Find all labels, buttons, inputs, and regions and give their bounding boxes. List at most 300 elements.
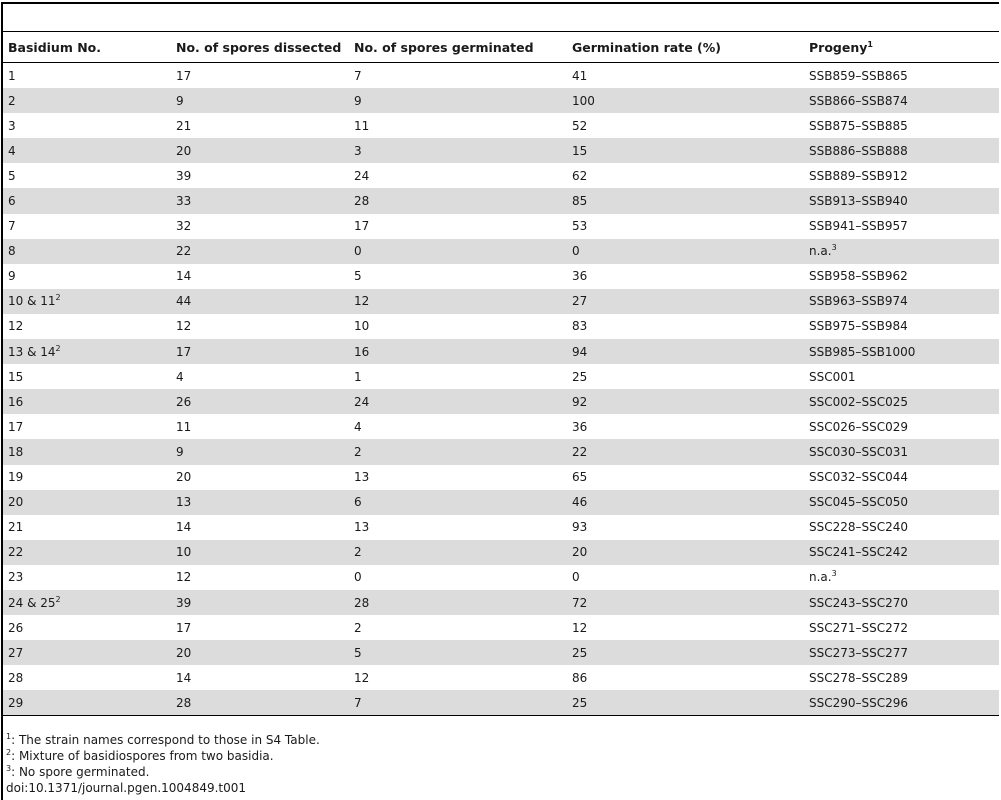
table-row xyxy=(3,264,999,289)
cell-progeny xyxy=(804,540,999,565)
cell-spores-dissected xyxy=(171,439,349,464)
cell-spores-dissected-value: 39 xyxy=(176,595,192,610)
cell-spores-germinated xyxy=(349,188,567,213)
cell-spores-dissected xyxy=(171,63,349,89)
footnote-2 xyxy=(6,748,996,764)
header-spores-germinated xyxy=(349,32,567,63)
header-progeny xyxy=(804,32,999,63)
cell-spores-germinated-value: 2 xyxy=(354,545,362,560)
cell-germination-rate xyxy=(567,314,804,339)
cell-germination-rate xyxy=(567,138,804,163)
cell-spores-germinated xyxy=(349,640,567,665)
cell-progeny xyxy=(804,565,999,590)
cell-basidium-no-value: 7 xyxy=(8,219,16,234)
header-spores-dissected xyxy=(171,32,349,63)
cell-progeny-value: n.a. xyxy=(809,244,832,259)
caption-area xyxy=(3,4,999,31)
cell-basidium-no-value: 6 xyxy=(8,194,16,209)
cell-germination-rate xyxy=(567,214,804,239)
cell-spores-dissected xyxy=(171,565,349,590)
cell-spores-dissected xyxy=(171,389,349,414)
cell-germination-rate xyxy=(567,389,804,414)
cell-spores-germinated-value: 6 xyxy=(354,495,362,510)
cell-basidium-no-value: 15 xyxy=(8,369,24,384)
cell-spores-dissected-value: 12 xyxy=(176,319,192,334)
cell-basidium-no xyxy=(3,364,171,389)
cell-basidium-no-value: 2 xyxy=(8,93,16,108)
cell-spores-dissected xyxy=(171,138,349,163)
cell-spores-germinated xyxy=(349,364,567,389)
cell-spores-dissected-value: 22 xyxy=(176,244,192,259)
footnote-text: : No spore germinated. xyxy=(11,765,150,779)
cell-germination-rate-value: 53 xyxy=(572,219,588,234)
cell-spores-germinated-value: 28 xyxy=(354,595,370,610)
table-row xyxy=(3,339,999,364)
cell-progeny xyxy=(804,590,999,615)
table-row xyxy=(3,665,999,690)
cell-spores-germinated xyxy=(349,439,567,464)
cell-progeny-value: SSB889–SSB912 xyxy=(809,168,908,183)
table-row xyxy=(3,138,999,163)
cell-germination-rate xyxy=(567,439,804,464)
table-header-row xyxy=(3,32,999,63)
table-row xyxy=(3,490,999,515)
cell-spores-dissected xyxy=(171,490,349,515)
cell-spores-dissected xyxy=(171,665,349,690)
cell-spores-dissected-value: 14 xyxy=(176,269,192,284)
table-row xyxy=(3,590,999,615)
table-row xyxy=(3,289,999,314)
cell-spores-dissected-value: 28 xyxy=(176,695,192,710)
cell-spores-dissected-value: 9 xyxy=(176,93,184,108)
cell-spores-germinated-value: 24 xyxy=(354,168,370,183)
header-basidium-no-label: Basidium No. xyxy=(8,39,101,55)
cell-spores-dissected xyxy=(171,640,349,665)
cell-spores-dissected-value: 44 xyxy=(176,294,192,309)
cell-spores-germinated xyxy=(349,414,567,439)
cell-germination-rate xyxy=(567,339,804,364)
footnote-marker: 2 xyxy=(55,594,61,604)
cell-germination-rate xyxy=(567,590,804,615)
footnote-marker: 3 xyxy=(831,243,837,253)
cell-germination-rate-value: 27 xyxy=(572,294,588,309)
cell-spores-dissected-value: 11 xyxy=(176,419,192,434)
cell-spores-germinated-value: 10 xyxy=(354,319,370,334)
cell-germination-rate-value: 65 xyxy=(572,470,588,485)
cell-spores-germinated-value: 0 xyxy=(354,244,362,259)
cell-spores-germinated xyxy=(349,565,567,590)
cell-progeny xyxy=(804,63,999,89)
cell-basidium-no xyxy=(3,615,171,640)
footnote-marker: 2 xyxy=(55,293,61,303)
cell-spores-germinated-value: 13 xyxy=(354,520,370,535)
cell-progeny xyxy=(804,188,999,213)
cell-basidium-no-value: 17 xyxy=(8,419,24,434)
table-row xyxy=(3,640,999,665)
cell-basidium-no-value: 23 xyxy=(8,570,24,585)
cell-spores-dissected xyxy=(171,314,349,339)
cell-basidium-no xyxy=(3,339,171,364)
cell-spores-germinated xyxy=(349,389,567,414)
cell-progeny-value: SSB875–SSB885 xyxy=(809,118,908,133)
cell-spores-germinated-value: 1 xyxy=(354,369,362,384)
cell-spores-dissected-value: 32 xyxy=(176,219,192,234)
cell-basidium-no xyxy=(3,690,171,716)
cell-progeny-value: SSC278–SSC289 xyxy=(809,670,909,685)
spore-germination-table xyxy=(3,32,999,716)
cell-spores-dissected xyxy=(171,590,349,615)
cell-progeny xyxy=(804,138,999,163)
cell-germination-rate-value: 46 xyxy=(572,495,588,510)
cell-spores-germinated xyxy=(349,339,567,364)
cell-basidium-no xyxy=(3,640,171,665)
cell-progeny-value: SSB859–SSB865 xyxy=(809,68,908,83)
cell-germination-rate-value: 72 xyxy=(572,595,588,610)
table-notes xyxy=(6,732,996,796)
cell-basidium-no-value: 10 & 11 xyxy=(8,294,56,309)
cell-spores-dissected-value: 13 xyxy=(176,495,192,510)
table-row xyxy=(3,389,999,414)
table-body xyxy=(3,63,999,716)
cell-spores-germinated xyxy=(349,615,567,640)
cell-spores-germinated xyxy=(349,690,567,716)
cell-germination-rate-value: 52 xyxy=(572,118,588,133)
header-progeny-label: Progeny xyxy=(809,39,868,55)
cell-spores-germinated xyxy=(349,314,567,339)
cell-spores-dissected-value: 14 xyxy=(176,670,192,685)
cell-spores-germinated xyxy=(349,138,567,163)
cell-spores-germinated xyxy=(349,465,567,490)
cell-progeny xyxy=(804,640,999,665)
cell-progeny-value: SSB985–SSB1000 xyxy=(809,344,916,359)
cell-spores-germinated xyxy=(349,289,567,314)
cell-progeny-value: SSC228–SSC240 xyxy=(809,520,909,535)
cell-spores-dissected xyxy=(171,239,349,264)
footnote-1 xyxy=(6,732,996,748)
cell-basidium-no-value: 5 xyxy=(8,168,16,183)
footnote-marker: 3 xyxy=(831,569,837,579)
cell-spores-dissected-value: 17 xyxy=(176,620,192,635)
header-spores-germinated-label: No. of spores germinated xyxy=(354,39,534,55)
cell-spores-germinated-value: 5 xyxy=(354,645,362,660)
cell-germination-rate xyxy=(567,188,804,213)
cell-progeny-value: SSC273–SSC277 xyxy=(809,645,909,660)
cell-basidium-no xyxy=(3,465,171,490)
cell-basidium-no xyxy=(3,565,171,590)
cell-germination-rate-value: 92 xyxy=(572,394,588,409)
footnote-text: : Mixture of basidiospores from two basidia. xyxy=(11,749,274,763)
cell-spores-dissected xyxy=(171,163,349,188)
cell-spores-germinated-value: 5 xyxy=(354,269,362,284)
cell-spores-germinated-value: 2 xyxy=(354,620,362,635)
cell-spores-dissected xyxy=(171,113,349,138)
cell-germination-rate xyxy=(567,163,804,188)
cell-spores-dissected xyxy=(171,540,349,565)
cell-progeny-value: SSC290–SSC296 xyxy=(809,695,909,710)
cell-spores-dissected-value: 9 xyxy=(176,444,184,459)
cell-spores-germinated-value: 0 xyxy=(354,570,362,585)
cell-germination-rate xyxy=(567,490,804,515)
cell-progeny-value: SSB886–SSB888 xyxy=(809,143,908,158)
cell-germination-rate xyxy=(567,113,804,138)
cell-progeny xyxy=(804,690,999,716)
cell-basidium-no xyxy=(3,113,171,138)
cell-progeny xyxy=(804,439,999,464)
footnote-marker: 3 xyxy=(6,764,12,773)
cell-germination-rate-value: 94 xyxy=(572,344,588,359)
cell-spores-germinated-value: 28 xyxy=(354,194,370,209)
cell-spores-germinated-value: 17 xyxy=(354,219,370,234)
cell-progeny xyxy=(804,615,999,640)
cell-progeny-value: SSC243–SSC270 xyxy=(809,595,909,610)
cell-basidium-no-value: 20 xyxy=(8,495,24,510)
cell-progeny-value: SSC001 xyxy=(809,369,856,384)
cell-progeny-value: SSC241–SSC242 xyxy=(809,545,909,560)
cell-spores-dissected-value: 20 xyxy=(176,143,192,158)
table-row xyxy=(3,364,999,389)
cell-spores-germinated-value: 11 xyxy=(354,118,370,133)
cell-progeny xyxy=(804,339,999,364)
table-row xyxy=(3,565,999,590)
cell-spores-germinated xyxy=(349,490,567,515)
table-row xyxy=(3,88,999,113)
cell-spores-dissected xyxy=(171,615,349,640)
cell-germination-rate xyxy=(567,264,804,289)
cell-spores-germinated-value: 13 xyxy=(354,470,370,485)
cell-spores-germinated xyxy=(349,239,567,264)
table-row xyxy=(3,414,999,439)
cell-germination-rate-value: 36 xyxy=(572,269,588,284)
table-row xyxy=(3,314,999,339)
cell-germination-rate-value: 93 xyxy=(572,520,588,535)
cell-basidium-no xyxy=(3,540,171,565)
cell-germination-rate xyxy=(567,565,804,590)
cell-progeny xyxy=(804,163,999,188)
cell-spores-germinated-value: 3 xyxy=(354,143,362,158)
cell-spores-germinated xyxy=(349,264,567,289)
footnote-marker: 1 xyxy=(867,39,873,49)
cell-basidium-no-value: 21 xyxy=(8,520,24,535)
cell-spores-germinated xyxy=(349,515,567,540)
cell-basidium-no xyxy=(3,163,171,188)
cell-basidium-no xyxy=(3,239,171,264)
cell-progeny-value: SSB866–SSB874 xyxy=(809,93,908,108)
cell-spores-germinated-value: 4 xyxy=(354,419,362,434)
table-row xyxy=(3,113,999,138)
cell-basidium-no xyxy=(3,590,171,615)
cell-basidium-no-value: 4 xyxy=(8,143,16,158)
cell-progeny-value: SSB958–SSB962 xyxy=(809,269,908,284)
cell-spores-germinated xyxy=(349,113,567,138)
cell-spores-germinated xyxy=(349,88,567,113)
cell-basidium-no-value: 22 xyxy=(8,545,24,560)
cell-basidium-no xyxy=(3,439,171,464)
footnotes xyxy=(6,732,996,780)
cell-basidium-no xyxy=(3,264,171,289)
cell-basidium-no xyxy=(3,515,171,540)
cell-germination-rate xyxy=(567,465,804,490)
cell-germination-rate xyxy=(567,540,804,565)
cell-progeny xyxy=(804,289,999,314)
header-germination-rate-label: Germination rate (%) xyxy=(572,39,721,55)
cell-spores-dissected xyxy=(171,339,349,364)
cell-germination-rate xyxy=(567,364,804,389)
cell-germination-rate-value: 0 xyxy=(572,570,580,585)
cell-progeny-value: SSC045–SSC050 xyxy=(809,495,909,510)
cell-spores-dissected xyxy=(171,515,349,540)
cell-basidium-no xyxy=(3,314,171,339)
cell-spores-germinated xyxy=(349,163,567,188)
table-row xyxy=(3,540,999,565)
cell-spores-germinated-value: 7 xyxy=(354,68,362,83)
table-row xyxy=(3,63,999,89)
cell-basidium-no-value: 12 xyxy=(8,319,24,334)
cell-progeny-value: SSC032–SSC044 xyxy=(809,470,909,485)
cell-basidium-no-value: 8 xyxy=(8,244,16,259)
cell-germination-rate-value: 100 xyxy=(572,93,595,108)
cell-germination-rate-value: 41 xyxy=(572,68,588,83)
table-row xyxy=(3,439,999,464)
doi-text: doi:10.1371/journal.pgen.1004849.t001 xyxy=(6,781,247,795)
cell-spores-dissected xyxy=(171,465,349,490)
cell-progeny xyxy=(804,314,999,339)
cell-spores-dissected-value: 10 xyxy=(176,545,192,560)
cell-progeny-value: SSC002–SSC025 xyxy=(809,394,909,409)
cell-spores-germinated-value: 9 xyxy=(354,93,362,108)
cell-progeny-value: SSC030–SSC031 xyxy=(809,444,909,459)
cell-basidium-no-value: 24 & 25 xyxy=(8,595,56,610)
cell-germination-rate-value: 85 xyxy=(572,194,588,209)
table-row xyxy=(3,163,999,188)
table-row xyxy=(3,615,999,640)
cell-germination-rate-value: 86 xyxy=(572,670,588,685)
cell-progeny xyxy=(804,389,999,414)
cell-basidium-no-value: 26 xyxy=(8,620,24,635)
cell-spores-germinated-value: 12 xyxy=(354,294,370,309)
header-basidium-no xyxy=(3,32,171,63)
cell-spores-dissected xyxy=(171,690,349,716)
cell-progeny xyxy=(804,364,999,389)
cell-basidium-no xyxy=(3,63,171,89)
table-row xyxy=(3,690,999,716)
cell-progeny xyxy=(804,414,999,439)
cell-basidium-no xyxy=(3,214,171,239)
header-spores-dissected-label: No. of spores dissected xyxy=(176,39,342,55)
cell-germination-rate xyxy=(567,665,804,690)
cell-basidium-no xyxy=(3,490,171,515)
cell-spores-germinated xyxy=(349,214,567,239)
cell-basidium-no xyxy=(3,289,171,314)
cell-germination-rate-value: 25 xyxy=(572,369,588,384)
cell-basidium-no xyxy=(3,665,171,690)
table-row xyxy=(3,188,999,213)
cell-progeny xyxy=(804,465,999,490)
cell-progeny-value: SSB975–SSB984 xyxy=(809,319,908,334)
cell-germination-rate xyxy=(567,515,804,540)
cell-spores-dissected-value: 20 xyxy=(176,470,192,485)
cell-germination-rate-value: 83 xyxy=(572,319,588,334)
cell-germination-rate-value: 0 xyxy=(572,244,580,259)
cell-spores-dissected-value: 21 xyxy=(176,118,192,133)
cell-germination-rate xyxy=(567,239,804,264)
cell-progeny xyxy=(804,515,999,540)
cell-germination-rate-value: 62 xyxy=(572,168,588,183)
cell-spores-dissected-value: 20 xyxy=(176,645,192,660)
footnote-text: : The strain names correspond to those in S4 Table. xyxy=(11,733,320,747)
footnote-marker: 2 xyxy=(55,343,61,353)
table-row xyxy=(3,515,999,540)
cell-progeny xyxy=(804,88,999,113)
table-row xyxy=(3,214,999,239)
cell-germination-rate-value: 25 xyxy=(572,695,588,710)
cell-spores-dissected-value: 17 xyxy=(176,68,192,83)
cell-spores-dissected-value: 33 xyxy=(176,194,192,209)
footnote-marker: 2 xyxy=(6,748,12,757)
cell-germination-rate-value: 12 xyxy=(572,620,588,635)
cell-germination-rate-value: 36 xyxy=(572,419,588,434)
cell-progeny xyxy=(804,665,999,690)
cell-progeny xyxy=(804,113,999,138)
cell-germination-rate xyxy=(567,63,804,89)
cell-basidium-no-value: 1 xyxy=(8,68,16,83)
cell-progeny-value: SSB963–SSB974 xyxy=(809,294,908,309)
cell-basidium-no xyxy=(3,389,171,414)
cell-progeny xyxy=(804,239,999,264)
cell-basidium-no-value: 28 xyxy=(8,670,24,685)
footnote-3 xyxy=(6,764,996,780)
cell-spores-germinated xyxy=(349,63,567,89)
cell-germination-rate-value: 25 xyxy=(572,645,588,660)
cell-progeny-value: SSC271–SSC272 xyxy=(809,620,909,635)
cell-spores-germinated-value: 12 xyxy=(354,670,370,685)
cell-spores-dissected xyxy=(171,364,349,389)
header-germination-rate xyxy=(567,32,804,63)
cell-spores-dissected-value: 12 xyxy=(176,570,192,585)
table-row xyxy=(3,239,999,264)
cell-progeny-value: SSB913–SSB940 xyxy=(809,194,908,209)
cell-germination-rate xyxy=(567,640,804,665)
cell-basidium-no xyxy=(3,188,171,213)
cell-spores-germinated-value: 24 xyxy=(354,394,370,409)
cell-spores-dissected xyxy=(171,414,349,439)
cell-spores-dissected-value: 39 xyxy=(176,168,192,183)
cell-progeny xyxy=(804,214,999,239)
cell-spores-dissected-value: 17 xyxy=(176,344,192,359)
cell-germination-rate xyxy=(567,88,804,113)
cell-germination-rate xyxy=(567,414,804,439)
cell-spores-germinated xyxy=(349,540,567,565)
cell-spores-dissected-value: 14 xyxy=(176,520,192,535)
cell-progeny-value: SSC026–SSC029 xyxy=(809,419,909,434)
cell-spores-germinated-value: 16 xyxy=(354,344,370,359)
cell-basidium-no-value: 9 xyxy=(8,269,16,284)
cell-basidium-no xyxy=(3,88,171,113)
cell-spores-germinated-value: 7 xyxy=(354,695,362,710)
cell-basidium-no-value: 16 xyxy=(8,394,24,409)
cell-spores-dissected xyxy=(171,88,349,113)
cell-spores-dissected xyxy=(171,188,349,213)
cell-basidium-no-value: 13 & 14 xyxy=(8,344,56,359)
cell-spores-dissected-value: 26 xyxy=(176,394,192,409)
cell-germination-rate-value: 20 xyxy=(572,545,588,560)
cell-spores-germinated xyxy=(349,665,567,690)
cell-progeny-value: n.a. xyxy=(809,570,832,585)
cell-germination-rate-value: 15 xyxy=(572,143,588,158)
cell-basidium-no-value: 19 xyxy=(8,470,24,485)
cell-progeny xyxy=(804,264,999,289)
cell-basidium-no xyxy=(3,138,171,163)
cell-spores-germinated-value: 2 xyxy=(354,444,362,459)
